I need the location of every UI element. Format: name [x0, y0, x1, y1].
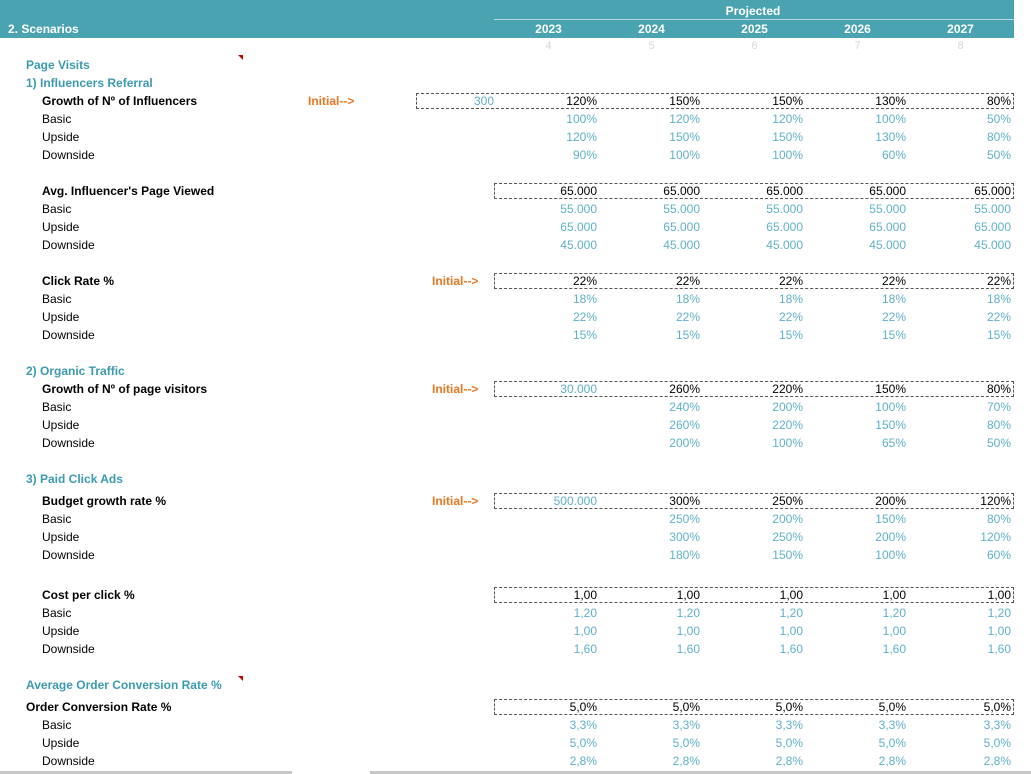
input-cell[interactable]: 300%: [669, 494, 700, 508]
sheet-row: [0, 128, 1031, 146]
scenario-cell[interactable]: 300%: [669, 530, 700, 544]
sheet-row: [0, 272, 1031, 290]
input-cell[interactable]: 65.000: [663, 184, 700, 198]
scenario-cell[interactable]: 55.000: [869, 202, 906, 216]
input-cell[interactable]: 22%: [778, 274, 803, 288]
initial-value-cell[interactable]: 300: [473, 94, 494, 108]
scenario-cell[interactable]: 3,3%: [775, 718, 803, 732]
year-header[interactable]: 2023: [535, 22, 562, 36]
scenario-label: Downside: [42, 548, 95, 562]
scenario-cell[interactable]: 1,00: [676, 624, 700, 638]
scenario-cell[interactable]: 5,0%: [878, 736, 906, 750]
sheet-row: [0, 586, 1031, 604]
sheet-row: [0, 698, 1031, 716]
initial-value-cell[interactable]: 500.000: [553, 494, 597, 508]
input-cell[interactable]: 1,00: [987, 588, 1011, 602]
scenario-cell[interactable]: 180%: [669, 548, 700, 562]
scenario-label: Basic: [42, 512, 72, 526]
scenario-label: Basic: [42, 112, 72, 126]
scenario-cell[interactable]: 100%: [875, 112, 906, 126]
input-cell[interactable]: 1,00: [573, 588, 597, 602]
scenario-cell[interactable]: 22%: [778, 310, 803, 324]
sheet-title: 2. Scenarios: [8, 22, 79, 36]
input-cell[interactable]: 65.000: [560, 184, 597, 198]
input-cell[interactable]: 80%: [986, 94, 1011, 108]
sheet-row: [0, 416, 1031, 434]
scenario-label: Upside: [42, 310, 80, 324]
scenario-cell[interactable]: 65.000: [974, 220, 1011, 234]
scenario-cell[interactable]: 90%: [572, 148, 597, 162]
input-cell[interactable]: 130%: [875, 94, 906, 108]
scenario-cell[interactable]: 120%: [980, 530, 1011, 544]
scenario-label: Upside: [42, 130, 80, 144]
scenario-cell[interactable]: 1,20: [882, 606, 906, 620]
input-cell[interactable]: 220%: [772, 382, 803, 396]
scenario-cell[interactable]: 1,20: [676, 606, 700, 620]
initial-label: Initial-->: [308, 94, 355, 108]
scenario-cell[interactable]: 18%: [881, 292, 906, 306]
scenario-label: Basic: [42, 400, 72, 414]
scenario-label: Basic: [42, 292, 72, 306]
scenario-cell[interactable]: 55.000: [663, 202, 700, 216]
scenario-cell[interactable]: 250%: [772, 530, 803, 544]
year-header[interactable]: 2024: [638, 22, 665, 36]
initial-label: Initial-->: [432, 382, 479, 396]
input-cell[interactable]: 250%: [772, 494, 803, 508]
column-index: 4: [545, 40, 552, 52]
input-cell[interactable]: 5,0%: [569, 700, 597, 714]
scenario-cell[interactable]: 150%: [772, 548, 803, 562]
scenario-cell[interactable]: 45.000: [560, 238, 597, 252]
sheet-row: [0, 622, 1031, 640]
scenario-cell[interactable]: 5,0%: [672, 736, 700, 750]
scenario-cell[interactable]: 150%: [669, 130, 700, 144]
scenario-cell[interactable]: 150%: [875, 512, 906, 526]
metric-label: Cost per click %: [42, 588, 135, 602]
scenario-cell[interactable]: 15%: [986, 328, 1011, 342]
metric-label: Avg. Influencer's Page Viewed: [42, 184, 215, 198]
sheet-row: [0, 510, 1031, 528]
scenario-label: Downside: [42, 754, 95, 768]
sheet-row: [0, 604, 1031, 622]
input-cell[interactable]: 150%: [875, 382, 906, 396]
scenario-cell[interactable]: 1,60: [882, 642, 906, 656]
scenario-cell[interactable]: 2,8%: [983, 754, 1011, 768]
scenario-cell[interactable]: 100%: [566, 112, 597, 126]
scenario-cell[interactable]: 250%: [669, 512, 700, 526]
scenario-cell[interactable]: 65.000: [869, 220, 906, 234]
section-title: 1) Influencers Referral: [26, 76, 153, 90]
scenario-cell[interactable]: 150%: [875, 418, 906, 432]
sheet-row: [0, 74, 1031, 92]
scenario-cell[interactable]: 120%: [772, 112, 803, 126]
scenario-cell[interactable]: 2,8%: [672, 754, 700, 768]
scenario-cell[interactable]: 50%: [986, 436, 1011, 450]
scenario-label: Upside: [42, 418, 80, 432]
projected-label: Projected: [725, 4, 781, 18]
sheet-row: [0, 546, 1031, 564]
scenario-cell[interactable]: 2,8%: [569, 754, 597, 768]
sheet-row: [0, 236, 1031, 254]
metric-label: Click Rate %: [42, 274, 115, 288]
scenario-cell[interactable]: 130%: [875, 130, 906, 144]
scenario-cell[interactable]: 50%: [986, 112, 1011, 126]
sheet-row: [0, 470, 1031, 488]
sheet-row: [0, 56, 1031, 74]
scenario-cell[interactable]: 1,20: [987, 606, 1011, 620]
sheet-row: [0, 290, 1031, 308]
scenario-cell[interactable]: 15%: [881, 328, 906, 342]
scenario-cell[interactable]: 65%: [881, 436, 906, 450]
sheet-row: [0, 492, 1031, 510]
scenario-cell[interactable]: 200%: [772, 512, 803, 526]
sheet-row: [0, 752, 1031, 770]
sheet-row: [0, 398, 1031, 416]
sheet-row: [0, 326, 1031, 344]
metric-label: Growth of Nº of Influencers: [42, 94, 198, 108]
scenario-label: Downside: [42, 328, 95, 342]
scenario-cell[interactable]: 65.000: [663, 220, 700, 234]
scenario-cell[interactable]: 120%: [566, 130, 597, 144]
sheet-row: [0, 434, 1031, 452]
scenario-cell[interactable]: 100%: [669, 148, 700, 162]
scenario-cell[interactable]: 45.000: [766, 238, 803, 252]
group-title: Average Order Conversion Rate %: [26, 678, 222, 692]
scenario-cell[interactable]: 18%: [986, 292, 1011, 306]
input-cell[interactable]: 120%: [980, 494, 1011, 508]
scenario-cell[interactable]: 80%: [986, 418, 1011, 432]
year-header[interactable]: 2027: [947, 22, 974, 36]
scenario-cell[interactable]: 2,8%: [878, 754, 906, 768]
scenario-cell[interactable]: 15%: [778, 328, 803, 342]
column-index: 6: [751, 40, 758, 52]
scenario-cell[interactable]: 3,3%: [983, 718, 1011, 732]
scenario-label: Upside: [42, 530, 80, 544]
scenario-cell[interactable]: 150%: [772, 130, 803, 144]
scenario-cell[interactable]: 70%: [986, 400, 1011, 414]
input-cell[interactable]: 120%: [566, 94, 597, 108]
sheet-header: [0, 0, 1014, 38]
input-cell[interactable]: 260%: [669, 382, 700, 396]
scenario-cell[interactable]: 15%: [675, 328, 700, 342]
scenario-cell[interactable]: 1,00: [573, 624, 597, 638]
scenario-cell[interactable]: 3,3%: [672, 718, 700, 732]
sheet-row: [0, 380, 1031, 398]
scenario-cell[interactable]: 240%: [669, 400, 700, 414]
scenario-cell[interactable]: 1,60: [676, 642, 700, 656]
section-title: 3) Paid Click Ads: [26, 472, 123, 486]
scenario-cell[interactable]: 260%: [669, 418, 700, 432]
scenario-cell[interactable]: 65.000: [766, 220, 803, 234]
input-cell[interactable]: 22%: [572, 274, 597, 288]
scenario-cell[interactable]: 1,20: [573, 606, 597, 620]
sheet-row: [0, 200, 1031, 218]
input-cell[interactable]: 1,00: [676, 588, 700, 602]
input-cell[interactable]: 65.000: [974, 184, 1011, 198]
scenario-cell[interactable]: 22%: [675, 310, 700, 324]
scenario-cell[interactable]: 1,20: [779, 606, 803, 620]
scenario-cell[interactable]: 200%: [875, 530, 906, 544]
sheet-row: [0, 362, 1031, 380]
input-cell[interactable]: 22%: [881, 274, 906, 288]
projected-divider: [494, 19, 1014, 20]
scenario-cell[interactable]: 18%: [778, 292, 803, 306]
scenario-cell[interactable]: 2,8%: [775, 754, 803, 768]
column-index: 7: [854, 40, 861, 52]
scenario-cell[interactable]: 1,00: [779, 624, 803, 638]
scenario-label: Downside: [42, 238, 95, 252]
group-title: Page Visits: [26, 58, 90, 72]
scenario-cell[interactable]: 18%: [675, 292, 700, 306]
scenario-cell[interactable]: 1,60: [573, 642, 597, 656]
year-header[interactable]: 2026: [844, 22, 871, 36]
scenario-cell[interactable]: 120%: [669, 112, 700, 126]
scenario-cell[interactable]: 55.000: [560, 202, 597, 216]
metric-label: Growth of Nº of page visitors: [42, 382, 208, 396]
scenario-label: Basic: [42, 718, 72, 732]
scenario-cell[interactable]: 1,00: [987, 624, 1011, 638]
sheet-row: [0, 528, 1031, 546]
scenario-cell[interactable]: 220%: [772, 418, 803, 432]
scenario-cell[interactable]: 1,60: [779, 642, 803, 656]
sheet-row: [0, 218, 1031, 236]
column-index: 8: [957, 40, 964, 52]
scenario-cell[interactable]: 200%: [772, 400, 803, 414]
scenario-cell[interactable]: 80%: [986, 512, 1011, 526]
scenario-cell[interactable]: 1,60: [987, 642, 1011, 656]
input-cell[interactable]: 5,0%: [672, 700, 700, 714]
metric-label: Order Conversion Rate %: [26, 700, 172, 714]
scenario-cell[interactable]: 65.000: [560, 220, 597, 234]
scenario-cell[interactable]: 60%: [986, 548, 1011, 562]
scenario-cell[interactable]: 50%: [986, 148, 1011, 162]
scenario-cell[interactable]: 1,00: [882, 624, 906, 638]
scenario-label: Basic: [42, 606, 72, 620]
scenario-cell[interactable]: 100%: [875, 548, 906, 562]
scenario-cell[interactable]: 200%: [669, 436, 700, 450]
year-header[interactable]: 2025: [741, 22, 768, 36]
scenario-label: Upside: [42, 220, 80, 234]
scenario-label: Downside: [42, 642, 95, 656]
scenario-cell[interactable]: 22%: [881, 310, 906, 324]
scenario-cell[interactable]: 45.000: [869, 238, 906, 252]
scenario-label: Downside: [42, 436, 95, 450]
column-index: 5: [648, 40, 655, 52]
input-cell[interactable]: 150%: [669, 94, 700, 108]
initial-label: Initial-->: [432, 274, 479, 288]
initial-label: Initial-->: [432, 494, 479, 508]
scenario-label: Basic: [42, 202, 72, 216]
input-cell[interactable]: 5,0%: [878, 700, 906, 714]
scenario-cell[interactable]: 45.000: [974, 238, 1011, 252]
sheet-row: [0, 676, 1031, 694]
scenario-cell[interactable]: 15%: [572, 328, 597, 342]
input-cell[interactable]: 1,00: [882, 588, 906, 602]
input-cell[interactable]: 22%: [675, 274, 700, 288]
input-cell[interactable]: 5,0%: [775, 700, 803, 714]
scenario-cell[interactable]: 22%: [986, 310, 1011, 324]
sheet-row: [0, 110, 1031, 128]
sheet-row: [0, 734, 1031, 752]
sheet-row: [0, 716, 1031, 734]
scenario-cell[interactable]: 22%: [572, 310, 597, 324]
input-cell[interactable]: 80%: [986, 382, 1011, 396]
input-cell[interactable]: 65.000: [869, 184, 906, 198]
section-title: 2) Organic Traffic: [26, 364, 125, 378]
sheet-row: [0, 182, 1031, 200]
input-cell[interactable]: 5,0%: [983, 700, 1011, 714]
scenario-cell[interactable]: 5,0%: [983, 736, 1011, 750]
scenario-cell[interactable]: 5,0%: [775, 736, 803, 750]
input-cell[interactable]: 1,00: [779, 588, 803, 602]
scenario-cell[interactable]: 3,3%: [878, 718, 906, 732]
scenario-cell[interactable]: 80%: [986, 130, 1011, 144]
initial-value-cell[interactable]: 30.000: [560, 382, 597, 396]
scenario-cell[interactable]: 100%: [875, 400, 906, 414]
scenario-cell[interactable]: 45.000: [663, 238, 700, 252]
input-cell[interactable]: 65.000: [766, 184, 803, 198]
scenario-label: Upside: [42, 736, 80, 750]
sheet-row: [0, 92, 1031, 110]
input-cell[interactable]: 22%: [986, 274, 1011, 288]
input-cell[interactable]: 150%: [772, 94, 803, 108]
scenario-cell[interactable]: 55.000: [974, 202, 1011, 216]
metric-label: Budget growth rate %: [42, 494, 167, 508]
scenario-cell[interactable]: 5,0%: [569, 736, 597, 750]
sheet-row: [0, 640, 1031, 658]
scenario-cell[interactable]: 100%: [772, 148, 803, 162]
scenario-cell[interactable]: 60%: [881, 148, 906, 162]
sheet-row: [0, 146, 1031, 164]
scenario-cell[interactable]: 55.000: [766, 202, 803, 216]
scenario-cell[interactable]: 18%: [572, 292, 597, 306]
scenario-label: Downside: [42, 148, 95, 162]
scenario-label: Upside: [42, 624, 80, 638]
sheet-row: [0, 308, 1031, 326]
scenario-cell[interactable]: 3,3%: [569, 718, 597, 732]
input-cell[interactable]: 200%: [875, 494, 906, 508]
scenario-cell[interactable]: 100%: [772, 436, 803, 450]
